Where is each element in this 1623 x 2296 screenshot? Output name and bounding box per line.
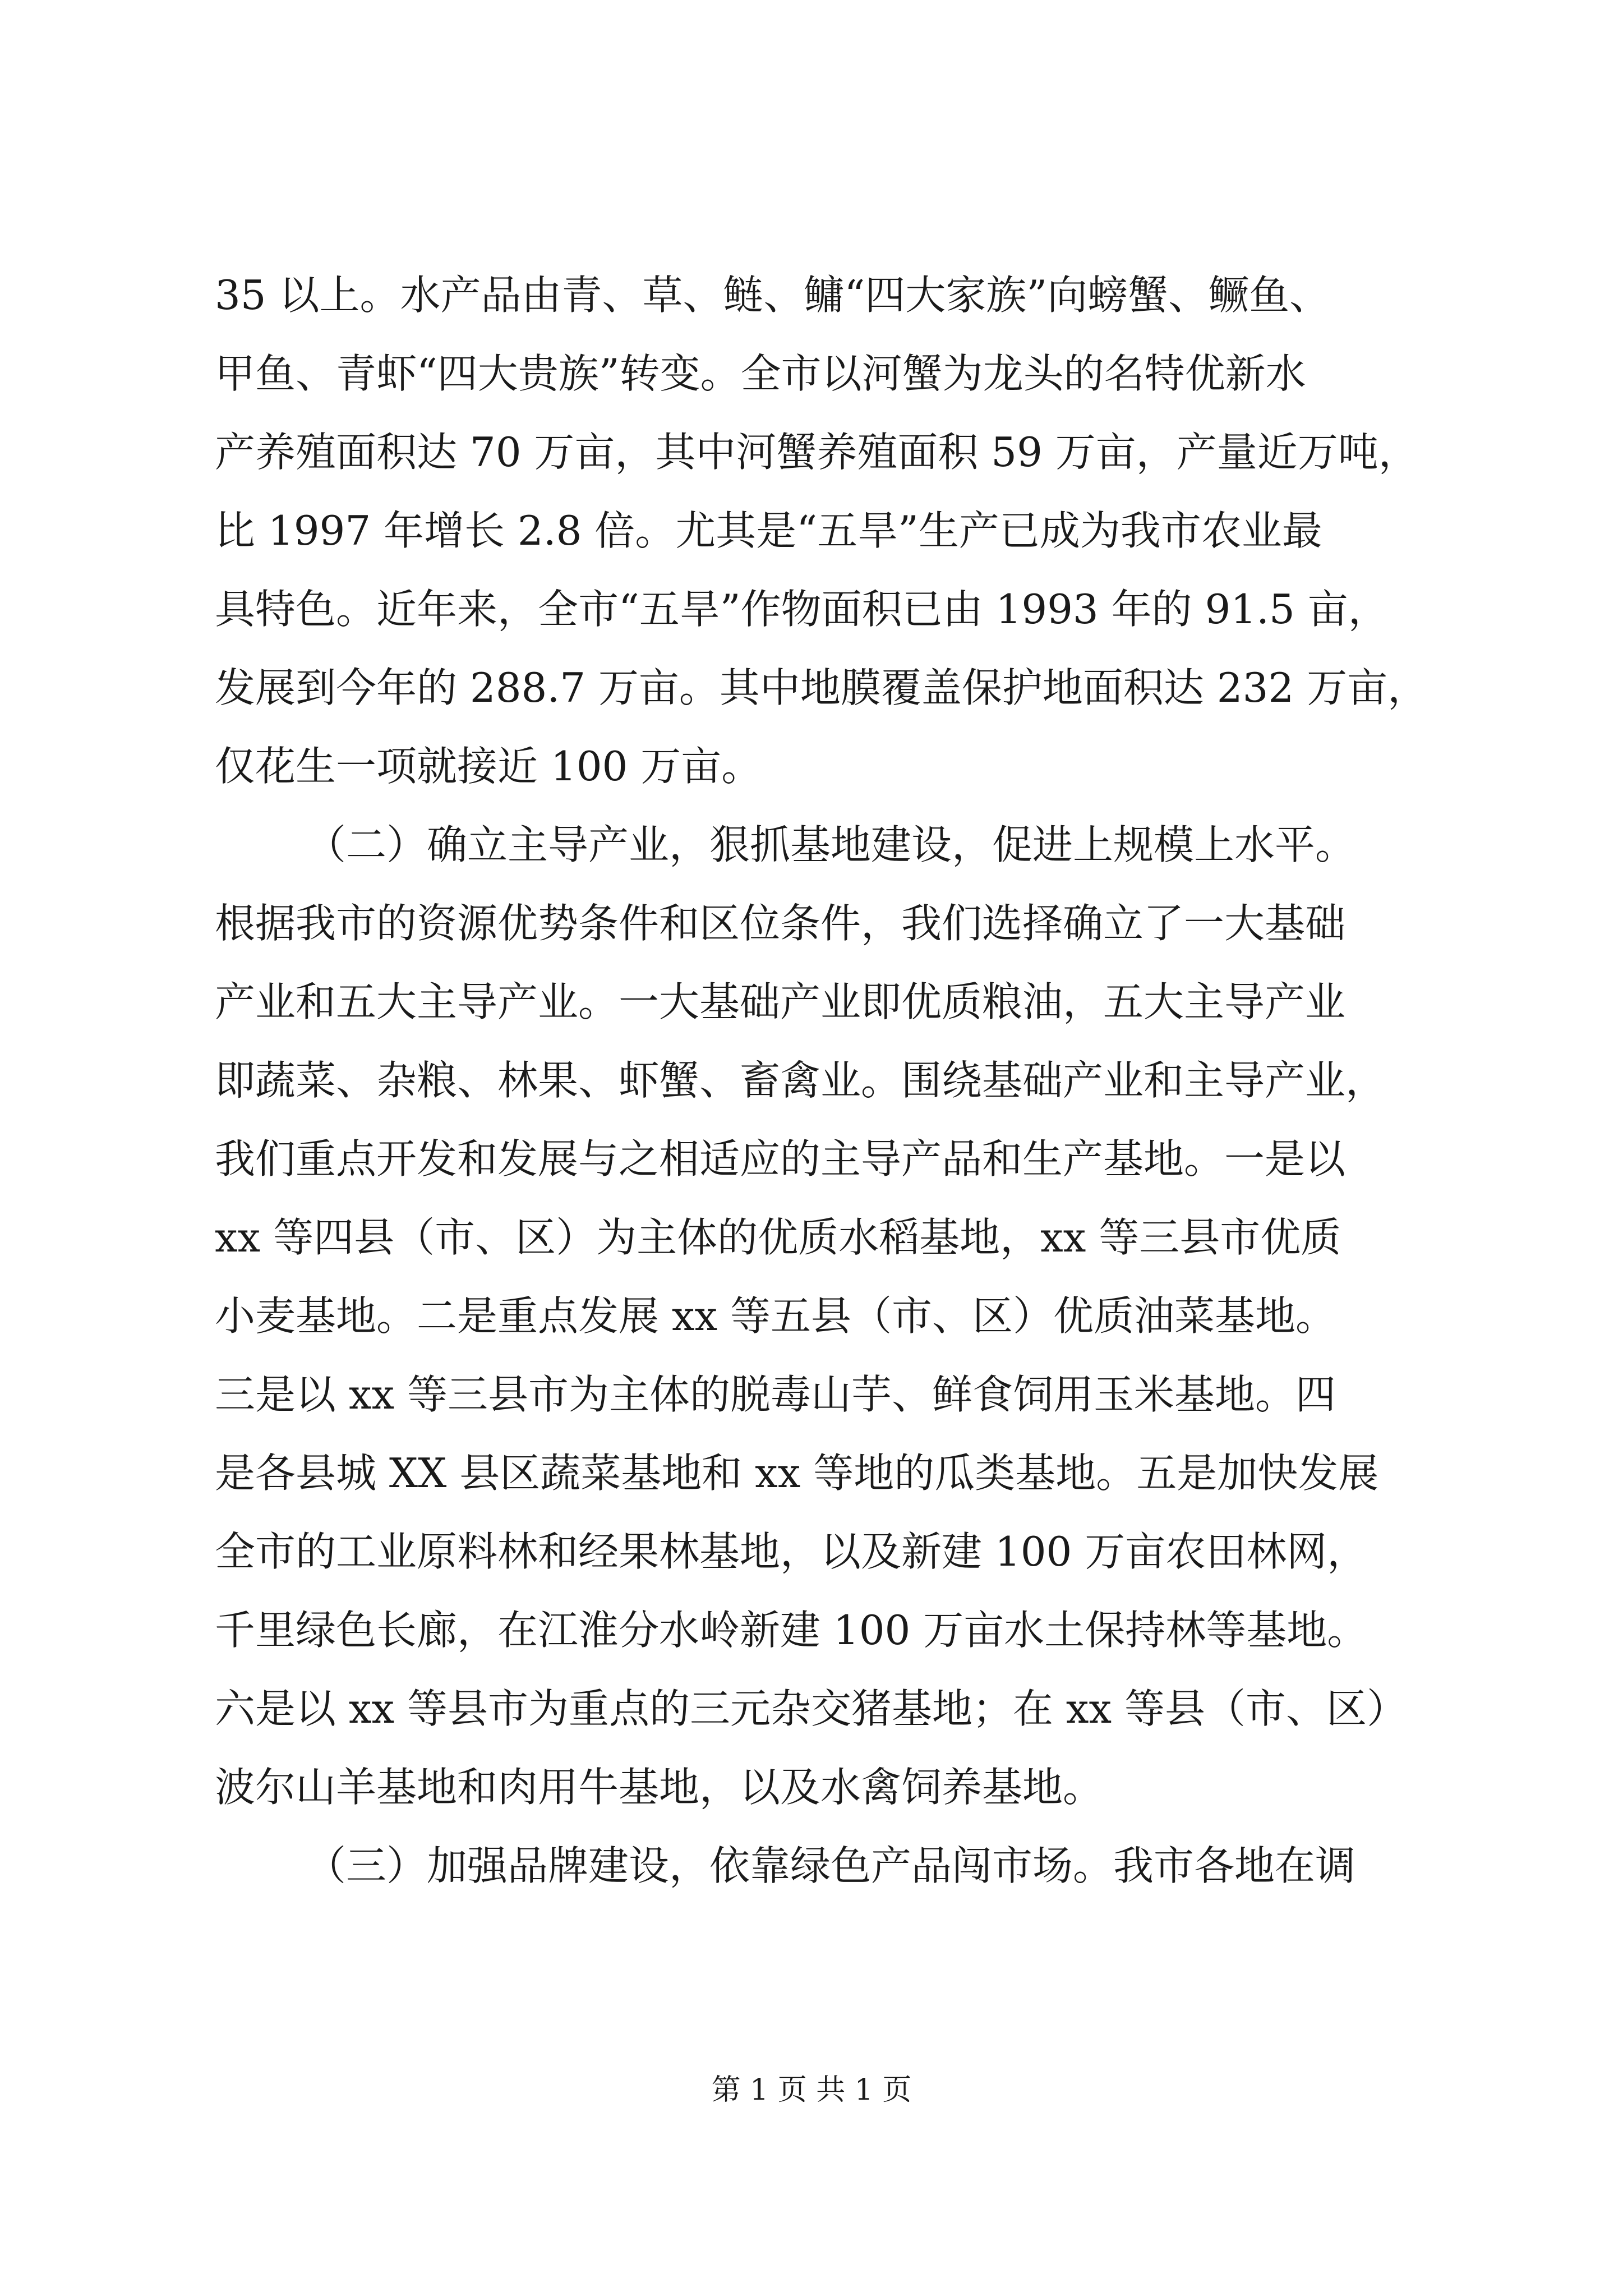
body-text-line: 产养殖面积达 70 万亩，其中河蟹养殖面积 59 万亩，产量近万吨， — [215, 429, 1419, 476]
body-text-line: 小麦基地。二是重点发展 xx 等五县（市、区）优质油菜基地。 — [215, 1292, 1336, 1340]
body-text-line: 六是以 xx 等县市为重点的三元杂交猪基地；在 xx 等县（市、区） — [215, 1685, 1407, 1732]
body-text-line: 具特色。近年来，全市“五旱”作物面积已由 1993 年的 91.5 亩， — [215, 586, 1389, 633]
body-text-line: 产业和五大主导产业。一大基础产业即优质粮油，五大主导产业 — [215, 978, 1346, 1025]
body-text-line: 比 1997 年增长 2.8 倍。尤其是“五旱”生产已成为我市农业最 — [215, 507, 1322, 554]
body-text-line: 甲鱼、青虾“四大贵族”转变。全市以河蟹为龙头的名特优新水 — [215, 350, 1306, 397]
body-text-line: 仅花生一项就接近 100 万亩。 — [215, 743, 762, 790]
page-footer: 第 1 页 共 1 页 — [711, 2073, 912, 2107]
section-heading-line: （二）确立主导产业，狠抓基地建设，促进上规模上水平。 — [306, 821, 1356, 868]
body-text-line: 35 以上。水产品由青、草、鲢、鳙“四大家族”向螃蟹、鳜鱼、 — [215, 272, 1330, 319]
section-heading-line: （三）加强品牌建设，依靠绿色产品闯市场。我市各地在调 — [306, 1842, 1356, 1889]
body-text-line: 是各县城 XX 县区蔬菜基地和 xx 等地的瓜类基地。五是加快发展 — [215, 1450, 1379, 1497]
body-text-line: 即蔬菜、杂粮、林果、虾蟹、畜禽业。围绕基础产业和主导产业， — [215, 1057, 1386, 1104]
body-text-line: 波尔山羊基地和肉用牛基地，以及水禽饲养基地。 — [215, 1764, 1104, 1811]
body-text-line: 发展到今年的 288.7 万亩。其中地膜覆盖保护地面积达 232 万亩， — [215, 664, 1428, 711]
body-text-line: 三是以 xx 等三县市为主体的脱毒山芋、鲜食饲用玉米基地。四 — [215, 1371, 1336, 1418]
body-text-line: 全市的工业原料林和经果林基地，以及新建 100 万亩农田林网， — [215, 1528, 1368, 1575]
body-text-line: 我们重点开发和发展与之相适应的主导产品和生产基地。一是以 — [215, 1135, 1346, 1182]
body-text-line: 千里绿色长廊，在江淮分水岭新建 100 万亩水土保持林等基地。 — [215, 1607, 1368, 1654]
body-text-line: xx 等四县（市、区）为主体的优质水稻基地，xx 等三县市优质 — [215, 1214, 1341, 1261]
body-text-line: 根据我市的资源优势条件和区位条件，我们选择确立了一大基础 — [215, 900, 1346, 947]
